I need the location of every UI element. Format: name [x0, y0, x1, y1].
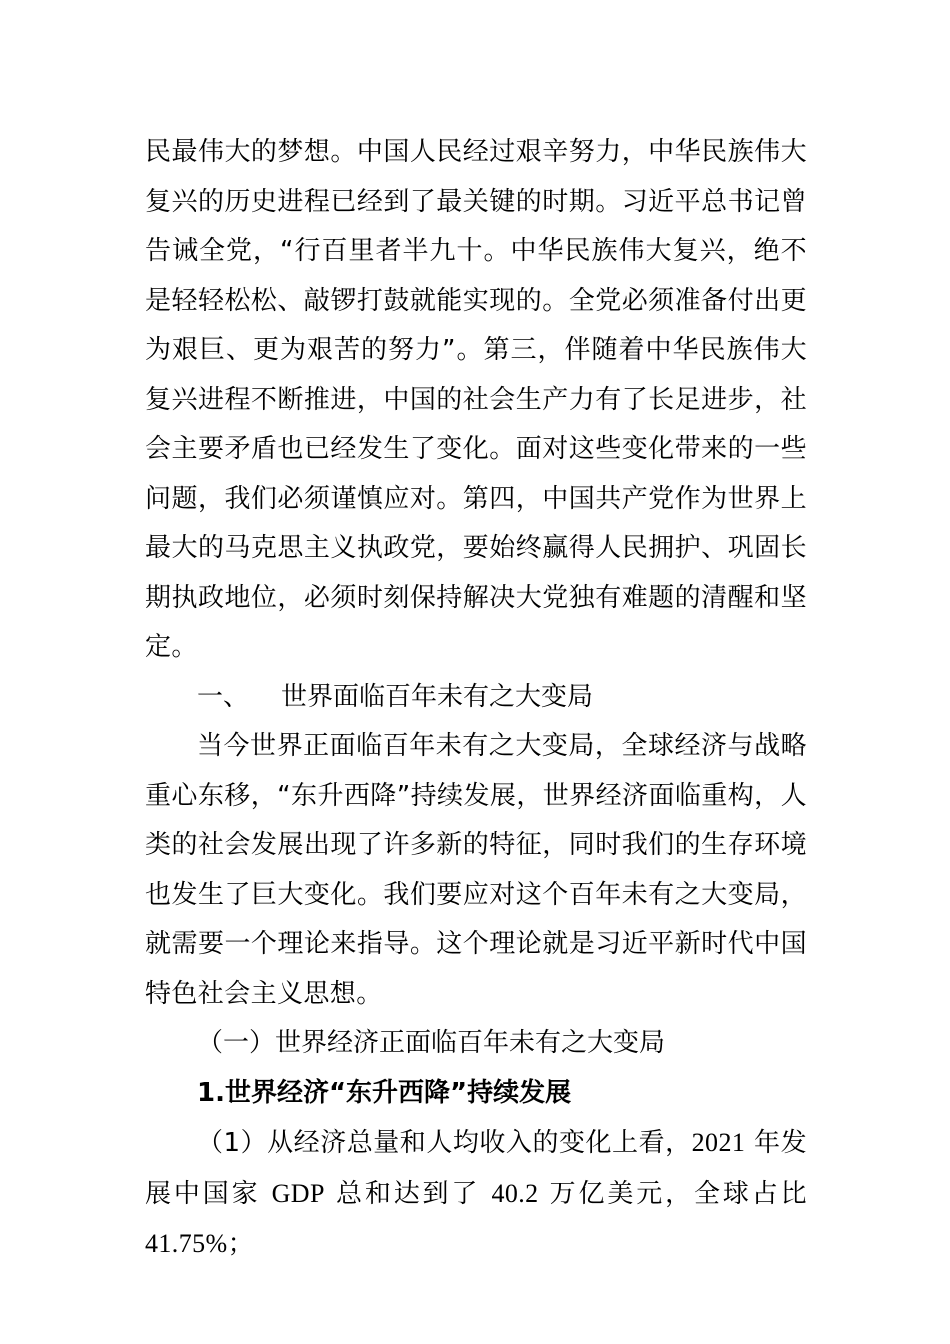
- paragraph-body: 当今世界正面临百年未有之大变局，全球经济与战略重心东移，“东升西降”持续发展，世界经济面临重构，人类的社会发展出现了许多新的特征，同时我们的生存环境也发生了巨大变化。我们要应对这个百年未有之大变局，就需要一个理论来指导。这个理论就是习近平新时代中国特色社会主义思想。: [145, 731, 807, 1009]
- paragraph-text: 万亿美元，全球占比: [538, 1178, 808, 1209]
- section-heading: [145, 673, 807, 723]
- paragraph-text: 总和达到了: [324, 1178, 492, 1209]
- paragraph-continuation: 民最伟大的梦想。中国人民经过艰辛努力，中华民族伟大复兴的历史进程已经到了最关键的时期。习近平总书记曾告诫全党，“行百里者半九十。中华民族伟大复兴，绝不是轻轻松松、敲锣打鼓就能实现的。全党必须准备付出更为艰巨、更为艰苦的努力”。第三，伴随着中华民族伟大复兴进程不断推进，中国的社会生产力有了长足进步，社会主要矛盾也已经发生了变化。面对这些变化带来的一些问题，我们必须谨慎应对。第四，中国共产党作为世界上最大的马克思主义执政党，要始终赢得人民拥护、巩固长期执政地位，必须时刻保持解决大党独有难题的清醒和坚定。: [145, 137, 807, 662]
- section-number: 一、: [197, 681, 250, 712]
- gdp-term: GDP: [271, 1178, 325, 1208]
- paragraph-text: （1）从经济总量和人均收入的变化上看，: [197, 1128, 692, 1158]
- document-body: [145, 128, 807, 1270]
- paragraph-statistics: [145, 1118, 807, 1270]
- share-value: 41.75%: [145, 1229, 228, 1258]
- subsection-heading: （一）世界经济正面临百年未有之大变局: [197, 1028, 666, 1058]
- paragraph-text: ；: [227, 1229, 254, 1259]
- subsubsection-heading: 1.世界经济“东升西降”持续发展: [197, 1077, 572, 1108]
- gdp-value: 40.2: [491, 1178, 539, 1208]
- section-title: 世界面临百年未有之大变局: [281, 681, 594, 712]
- year-value: 2021: [691, 1128, 746, 1157]
- paragraph-text: 年发展中国家: [145, 1128, 807, 1209]
